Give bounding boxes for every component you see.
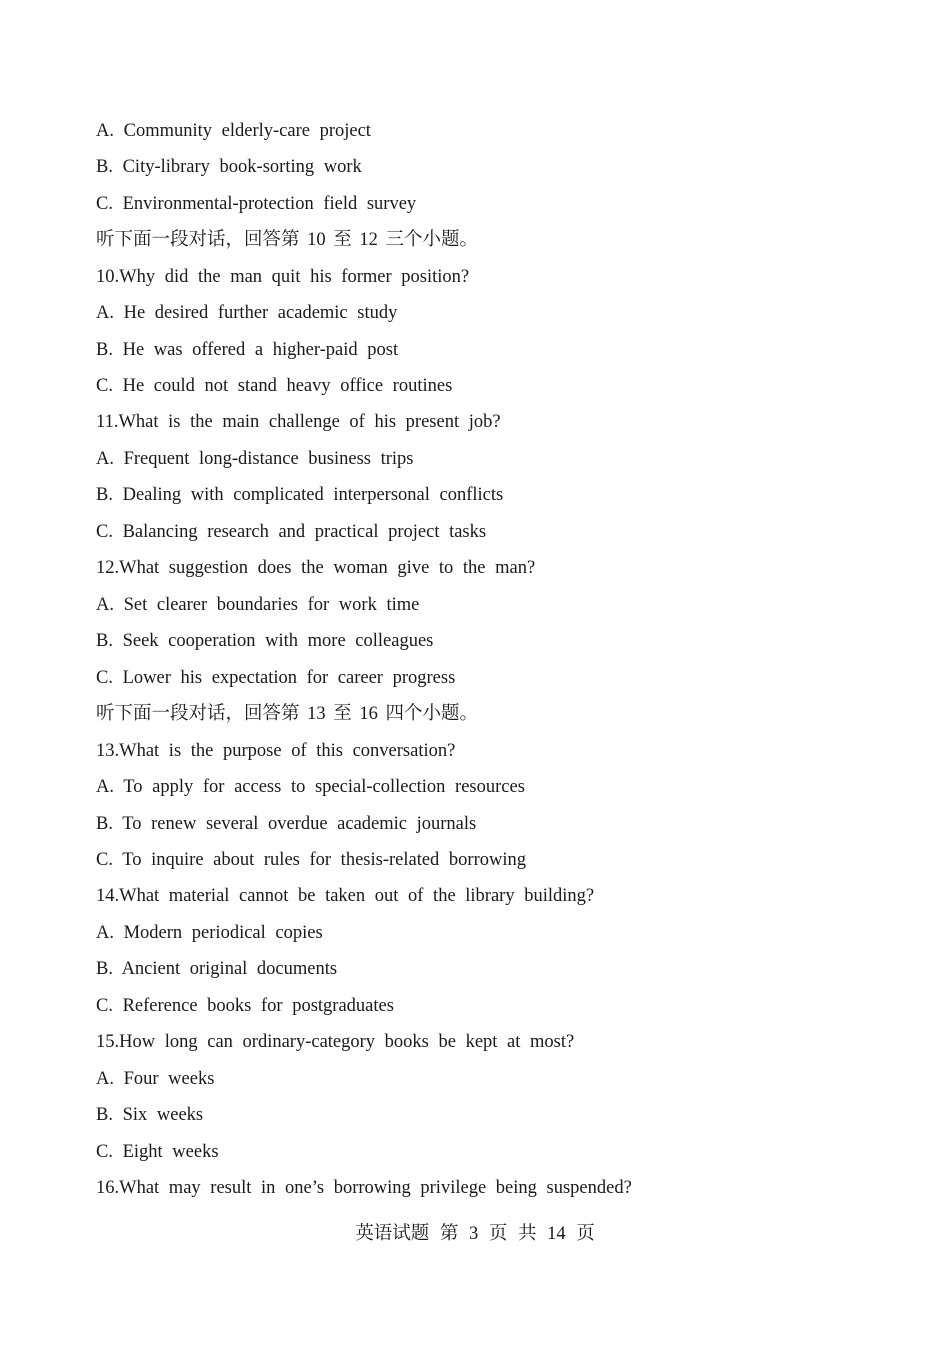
option-c-q9: C. Environmental-protection field survey — [96, 194, 417, 214]
question-15: 15.How long can ordinary-category books be kept at most? — [96, 1032, 575, 1052]
question-11: 11.What is the main challenge of his present job? — [96, 412, 501, 432]
question-10: 10.Why did the man quit his former position? — [96, 267, 470, 287]
option-c-q10: C. He could not stand heavy office routines — [96, 376, 453, 396]
option-a-q10: A. He desired further academic study — [96, 303, 398, 323]
option-a-q13: A. To apply for access to special-collection resources — [96, 777, 525, 797]
question-16: 16.What may result in one’s borrowing privilege being suspended? — [96, 1178, 632, 1198]
option-c-q14: C. Reference books for postgraduates — [96, 996, 394, 1016]
option-a-q14: A. Modern periodical copies — [96, 923, 323, 943]
question-12: 12.What suggestion does the woman give to the man? — [96, 558, 536, 578]
option-b-q15: B. Six weeks — [96, 1105, 204, 1125]
section-instruction-13-16: 听下面一段对话，回答第 13 至 16 四个小题。 — [96, 704, 479, 724]
option-c-q12: C. Lower his expectation for career progress — [96, 668, 456, 688]
section-instruction-10-12: 听下面一段对话，回答第 10 至 12 三个小题。 — [96, 230, 479, 250]
option-c-q11: C. Balancing research and practical project tasks — [96, 522, 487, 542]
option-a-q11: A. Frequent long-distance business trips — [96, 449, 414, 469]
option-c-q15: C. Eight weeks — [96, 1142, 219, 1162]
option-b-q9: B. City-library book-sorting work — [96, 157, 362, 177]
option-b-q12: B. Seek cooperation with more colleagues — [96, 631, 434, 651]
option-b-q10: B. He was offered a higher-paid post — [96, 340, 399, 360]
question-13: 13.What is the purpose of this conversation? — [96, 741, 456, 761]
option-c-q13: C. To inquire about rules for thesis-related borrowing — [96, 850, 526, 870]
question-14: 14.What material cannot be taken out of the library building? — [96, 886, 595, 906]
page-footer: 英语试题 第 3 页 共 14 页 — [355, 1224, 595, 1244]
option-a-q12: A. Set clearer boundaries for work time — [96, 595, 420, 615]
option-b-q13: B. To renew several overdue academic journals — [96, 814, 477, 834]
option-a-q15: A. Four weeks — [96, 1069, 215, 1089]
option-b-q11: B. Dealing with complicated interpersonal conflicts — [96, 485, 504, 505]
option-b-q14: B. Ancient original documents — [96, 959, 338, 979]
option-a-q9: A. Community elderly-care project — [96, 121, 371, 141]
